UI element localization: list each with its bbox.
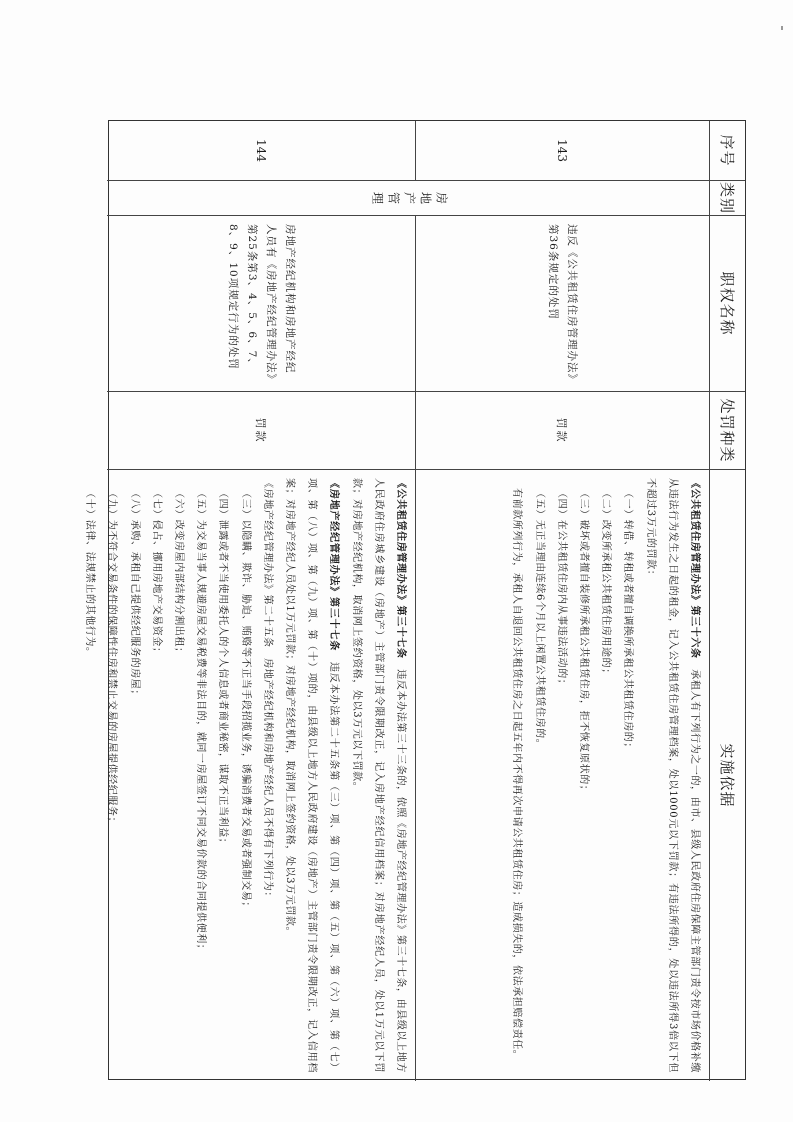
scan-mark (781, 26, 783, 30)
basis-paragraph (233, 478, 255, 1073)
basis-law-title: 《公共租赁住房管理办法》第三十七条 (395, 478, 406, 659)
basis-text: （五）为交易当事人规避房屋交易税费等非法目的，就同一房屋签订不同交易价款的合同提供便利； (195, 488, 207, 955)
header-power-name: 职权名称 (709, 216, 745, 392)
penalty-table (84, 120, 746, 1080)
basis-paragraph (505, 478, 527, 1073)
header-penalty-type: 处罚种类 (709, 392, 745, 470)
header-basis: 实施依据 (709, 470, 745, 1081)
basis-paragraph (78, 478, 100, 1073)
basis-text: （四）泄露或者不当使用委托人的个人信息或者商业秘密，谋取不正当利益； (217, 488, 229, 849)
row-143-penalty-type: 罚款 (415, 392, 709, 470)
basis-paragraph (278, 478, 345, 1073)
basis-paragraph (344, 478, 411, 1073)
basis-paragraph (616, 478, 638, 1073)
basis-paragraph (122, 478, 144, 1073)
basis-text: 有前款所列行为，承租人自退回公共租赁住房之日起五年内不得再次申请公共租赁住房；造成损失的，依法承担赔偿责任。 (511, 488, 523, 1061)
basis-text: （七）侵占、挪用房地产交易资金； (150, 488, 162, 658)
category-cell (107, 181, 709, 216)
row-144-basis (84, 470, 415, 1081)
basis-text: （一）转借、转租或者擅自调换所承租公共租赁住房的； (622, 488, 634, 753)
header-category: 类别 (709, 181, 745, 216)
basis-text: （九）为不符合交易条件的保障性住房和禁止交易的房屋提供经纪服务； (106, 488, 118, 828)
basis-text: （六）改变房屋内部结构分割出租； (172, 488, 184, 658)
basis-paragraph (572, 478, 594, 1073)
basis-paragraph (211, 478, 233, 1073)
basis-paragraph (100, 478, 122, 1073)
basis-text: （五）无正当理由连续6个月以上闲置公共租赁住房的。 (533, 488, 545, 750)
row-144-power-name: 房地产经纪机构和房地产经纪人员有《房地产经纪管理办法》第25条第3、4、5、6、7、8、9、10项规定行为的处罚 (107, 216, 415, 392)
basis-paragraph (550, 478, 572, 1073)
basis-paragraph (189, 478, 211, 1073)
basis-paragraph (256, 478, 278, 1073)
row-144-seq: 144 (107, 121, 415, 181)
basis-paragraph (145, 478, 167, 1073)
category-label: 房地产管理 (368, 190, 448, 205)
basis-text: 《房地产经纪管理办法》第二十五条 房地产经纪机构和房地产经纪人员不得有下列行为： (261, 478, 273, 902)
basis-text: （四）在公共租赁住房内从事违法活动的； (555, 488, 567, 690)
basis-paragraph (527, 478, 549, 1073)
basis-paragraph (167, 478, 189, 1073)
basis-law-title: 《房地产经纪管理办法》第三十七条 (328, 478, 340, 652)
basis-text: （三）以隐瞒、欺诈、胁迫、贿赂等不正当手段招揽业务，诱骗消费者交易或者强制交易； (239, 488, 251, 912)
header-seq: 序号 (709, 121, 745, 181)
basis-paragraph (638, 478, 705, 1073)
basis-text: （十）法律、法规禁止的其他行为。 (84, 488, 96, 658)
row-143-seq: 143 (415, 121, 709, 181)
basis-law-title: 《公共租赁住房管理办法》第三十六条 (689, 478, 700, 659)
row-143-basis (415, 470, 709, 1081)
basis-text: 承租人有下列行为之一的，由市、县级人民政府住房保障主管部门责令按市场价格补缴从违法行为发生之日起的租金，记入公共租赁住房管理档案，处以1000元以下罚款；有违法所得的，处以违法所得3倍以下但不超过3万元的罚款： (644, 478, 700, 1074)
row-143-power-name: 违反《公共租赁住房管理办法》第36条规定的处罚 (415, 216, 709, 392)
basis-text: （八）承购、承租自己提供经纪服务的房屋； (128, 488, 140, 700)
basis-text: 违反本办法第二十五条第（三）项、第（四）项、第（五）项、第（六）项、第（七）项、第（八）项、第（九）项、第（十）项的，由县级以上地方人民政府建设（房地产）主管部门责令限期改正，记入信用档案；对房地产经纪人员处以1万元罚款；对房地产经纪机构，取消网上签约资格，处以3万元罚款。 (283, 478, 340, 1073)
basis-text: （二）改变所承租公共租赁住房用途的； (600, 488, 612, 679)
basis-text: （三）破坏或者擅自装修所承租公共租赁住房，拒不恢复原状的； (577, 488, 589, 796)
row-144-penalty-type: 罚款 (107, 392, 415, 470)
basis-paragraph (594, 478, 616, 1073)
basis-text: 违反本办法第三十三条的，依照《房地产经纪管理办法》第三十七条，由县级以上地方人民政府住房城乡建设（房地产）主管部门责令限期改正，记入房地产经纪信用档案；对房地产经纪人员，处以1万元以下罚款；对房地产经纪机构，取消网上签约资格，处以3万元以下罚款。 (350, 478, 406, 1074)
